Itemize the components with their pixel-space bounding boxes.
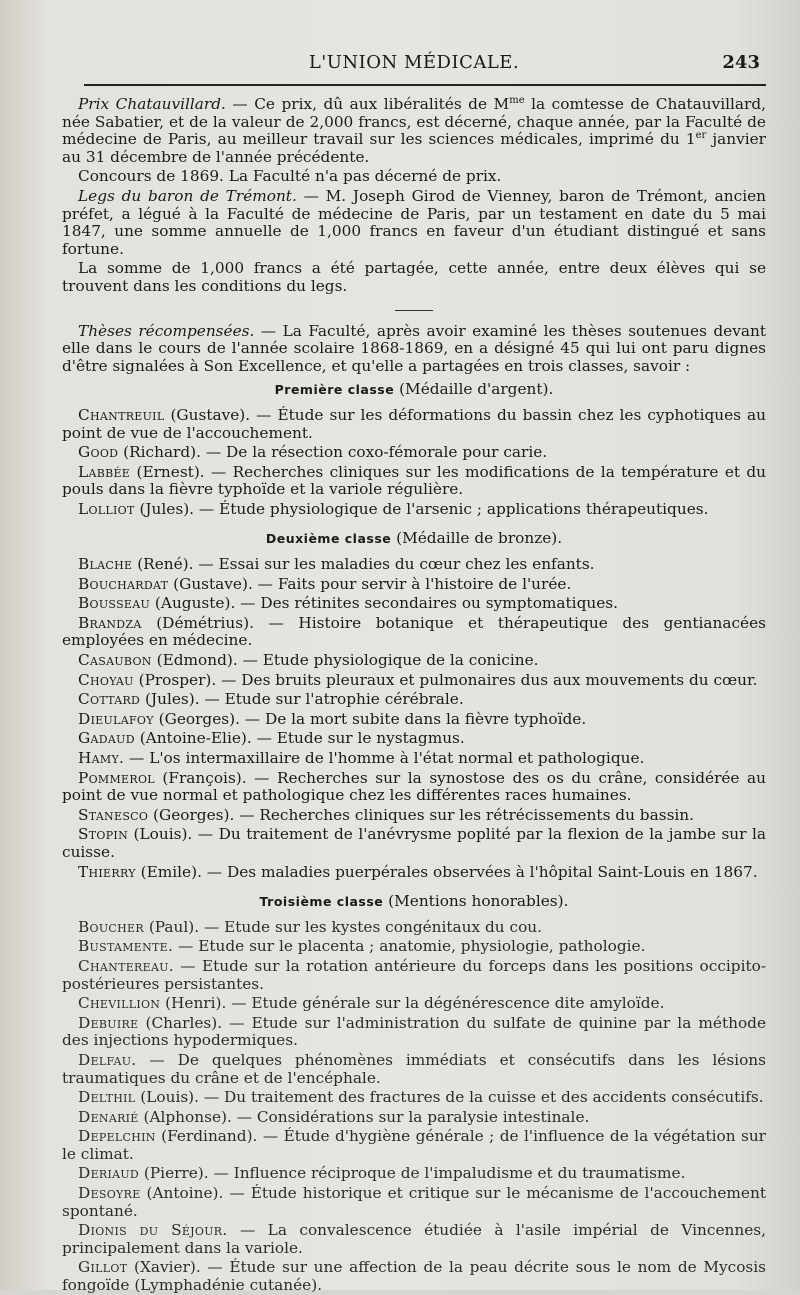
author-surname: Bouchardat (78, 574, 169, 593)
list-item (62, 501, 766, 519)
class-heading (62, 893, 766, 911)
entry-text: (Henri). — Etude générale sur la dégénérescence dite amyloïde. (160, 994, 665, 1013)
list-item (62, 615, 766, 650)
entry-text: (Emile). — Des maladies puerpérales observées à l'hôpital Saint-Louis en 1867. (135, 862, 758, 881)
class-heading (62, 530, 766, 548)
list-item (62, 958, 766, 993)
paragraph-text: — M. Joseph Girod de Vienney, baron de Trémont, ancien préfet, a légué à la Faculté de médecine de Paris, par un testament en date du 5 mai 1847, une somme annuelle de 1,000 francs en faveur d'un étudiant distingué et sans fortune. (62, 186, 766, 258)
list-item (62, 711, 766, 729)
list-item (62, 864, 766, 882)
author-surname: Bustamente. (78, 937, 174, 956)
class-award: (Médaille d'argent). (394, 380, 554, 399)
entry-text: (Xavier). — Étude sur une affection de la peau décrite sous le nom de Mycosis fongoïde (Lymphadénie cutanée). (62, 1258, 766, 1295)
paragraph-theses (62, 323, 766, 376)
author-surname: Stanesco (78, 805, 149, 824)
list-item (62, 652, 766, 670)
author-surname: Denarié (78, 1107, 139, 1126)
entry-text: — Etude sur le placenta ; anatomie, physiologie, pathologie. (173, 937, 646, 956)
class-heading (62, 381, 766, 399)
paragraph-text: la comtesse de Chatauvillard, née Sabatier, et de la valeur de 2,000 francs, est décerné, chaque année, par la Faculté de médecine de Paris, au meilleur travail sur les sciences médicales, imprimé du 1 (62, 95, 767, 149)
paragraph-text: — Ce prix, dû aux libéralités de M (225, 95, 510, 113)
paragraph-text: — La Faculté, après avoir examiné les thèses soutenues devant elle dans le cours de l'année scolaire 1868-1869, en a désigné 45 qui lui ont paru dignes d'être signalées à Son Excellence, et qu'elle a partagées en trois classes, savoir : (62, 321, 766, 375)
entry-text: (Démétrius). — Histoire botanique et thérapeutique des gentianacées employées en médecine. (62, 613, 766, 650)
class-name: Troisième classe (259, 894, 384, 910)
author-surname: Hamy. (78, 749, 125, 767)
running-title: L'UNION MÉDICALE. (308, 52, 520, 73)
author-surname: Pommerol (78, 768, 155, 787)
page-body (62, 96, 766, 1295)
paragraph-legs-tremont (62, 188, 766, 258)
list-item (62, 826, 766, 861)
class-name: Deuxième classe (265, 531, 392, 547)
page-number: 243 (722, 52, 760, 73)
header-rule (84, 84, 766, 86)
author-surname: Good (78, 443, 119, 462)
author-surname: Casaubon (78, 651, 152, 670)
entry-text: (Georges). — De la mort subite dans la fièvre typhoïde. (153, 709, 587, 728)
author-surname: Stopin (78, 825, 129, 844)
class-award: (Mentions honorables). (383, 892, 569, 911)
author-surname: Chantreuil (78, 405, 165, 424)
list-item (62, 464, 766, 499)
entry-text: (Paul). — Etude sur les kystes congénitaux du cou. (143, 917, 543, 936)
author-surname: Gillot (78, 1258, 128, 1277)
list-item (62, 556, 766, 574)
author-surname: Chantereau. (78, 956, 174, 975)
class-entries (62, 407, 766, 519)
author-surname: Choyau (78, 670, 134, 689)
entry-text: (Gustave). — Faits pour servir à l'histoire de l'urée. (168, 574, 572, 593)
author-surname: Thierry (78, 862, 136, 881)
entry-text: (Pierre). — Influence réciproque de l'impaludisme et du traumatisme. (139, 1164, 686, 1183)
author-surname: Blache (78, 555, 133, 574)
list-item (62, 1185, 766, 1220)
author-surname: Dionis du Séjour. (78, 1221, 228, 1240)
author-surname: Labbée (78, 462, 131, 481)
author-surname: Depelchin (78, 1127, 156, 1146)
entry-text: (Gustave). — Étude sur les déformations du bassin chez les cyphotiques au point de vue de l'accouchement. (62, 405, 766, 442)
entry-text: (Jules). — Etude sur l'atrophie cérébrale. (140, 690, 464, 709)
entry-text: (Auguste). — Des rétinites secondaires ou symptomatiques. (150, 594, 618, 613)
paragraph-lead: Prix Chatauvillard. (78, 95, 226, 113)
entry-text: — De quelques phénomènes immédiats et consécutifs dans les lésions traumatiques du crâne et de l'encéphale. (62, 1050, 766, 1087)
list-item (62, 407, 766, 442)
entry-text: (Antoine-Elie). — Etude sur le nystagmus. (134, 729, 465, 748)
class-name: Première classe (274, 382, 395, 398)
author-surname: Dieulafoy (78, 709, 154, 728)
paragraph-lead: Legs du baron de Trémont. (78, 186, 297, 205)
class-entries (62, 919, 766, 1295)
paragraph-text: janvier au 31 décembre de l'année précédente. (62, 130, 766, 166)
entry-text: (François). — Recherches sur la synostose des os du crâne, considérée au point de vue normal et pathologique chez les différentes races humaines. (62, 768, 766, 805)
author-surname: Desoyre (78, 1184, 141, 1203)
class-award: (Médaille de bronze). (391, 529, 563, 548)
list-item (62, 1109, 766, 1127)
entry-text: (Ernest). — Recherches cliniques sur les modifications de la température et du pouls dans la fièvre typhoïde et la variole régulière. (62, 462, 766, 499)
author-surname: Chevillion (78, 994, 161, 1013)
author-surname: Deriaud (78, 1164, 140, 1183)
list-item (62, 1128, 766, 1163)
paragraph-lead: Thèses récompensées. (78, 321, 255, 340)
entry-text: (Ferdinand). — Étude d'hygiène générale ; de l'influence de la végétation sur le climat. (62, 1127, 766, 1163)
list-item (62, 1165, 766, 1183)
entry-text: (Louis). — Du traitement des fractures de la cuisse et des accidents consécutifs. (135, 1088, 764, 1107)
list-item (62, 770, 766, 805)
entry-text: (Louis). — Du traitement de l'anévrysme poplité par la flexion de la jambe sur la cuisse. (62, 825, 766, 861)
list-item (62, 995, 766, 1013)
list-item (62, 750, 766, 768)
superscript: me (509, 94, 525, 106)
entry-text: (Georges). — Recherches cliniques sur les rétrécissements du bassin. (148, 805, 695, 824)
author-surname: Boucher (78, 917, 144, 936)
paragraph-text: Concours de 1869. La Faculté n'a pas décerné de prix. (78, 167, 502, 186)
list-item (62, 691, 766, 709)
class-entries (62, 556, 766, 881)
paragraph-text: La somme de 1,000 francs a été partagée, cette année, entre deux élèves qui se trouvent dans les conditions du legs. (62, 259, 766, 295)
author-surname: Gadaud (78, 729, 135, 748)
entry-text: (Edmond). — Etude physiologique de la conicine. (151, 651, 539, 670)
list-item (62, 730, 766, 748)
list-item (62, 919, 766, 937)
list-item (62, 1089, 766, 1107)
entry-text: (Prosper). — Des bruits pleuraux et pulmonaires dus aux mouvements du cœur. (133, 670, 758, 689)
author-surname: Brandza (78, 613, 142, 632)
entry-text: (Charles). — Etude sur l'administration du sulfate de quinine par la méthode des injections hypodermiques. (62, 1013, 766, 1050)
list-item (62, 1259, 766, 1294)
list-item (62, 1052, 766, 1087)
section-separator (395, 310, 433, 311)
paragraph-concours (62, 168, 766, 186)
author-surname: Delthil (78, 1088, 136, 1107)
entry-text: (Alphonse). — Considérations sur la paralysie intestinale. (138, 1107, 590, 1126)
entry-text: — Etude sur la rotation antérieure du forceps dans les positions occipito-postérieures persistantes. (62, 956, 766, 993)
list-item (62, 1015, 766, 1050)
author-surname: Delfau. (78, 1050, 137, 1069)
author-surname: Debuire (78, 1013, 139, 1032)
entry-text: (Antoine). — Étude historique et critique sur le mécanisme de l'accouchement spontané. (62, 1184, 766, 1220)
superscript: er (695, 130, 707, 142)
paragraph-prix-chatauvillard (62, 96, 766, 166)
list-item (62, 672, 766, 690)
list-item (62, 595, 766, 613)
list-item (62, 576, 766, 594)
list-item (62, 1222, 766, 1257)
list-item (62, 444, 766, 462)
list-item (62, 807, 766, 825)
author-surname: Cottard (78, 690, 141, 709)
paragraph-somme (62, 260, 766, 295)
entry-text: — L'os intermaxillaire de l'homme à l'état normal et pathologique. (124, 749, 645, 767)
list-item (62, 938, 766, 956)
entry-text: — La convalescence étudiée à l'asile impérial de Vincennes, principalement dans la variole. (62, 1221, 766, 1257)
page-header (62, 0, 766, 86)
author-surname: Bousseau (78, 594, 151, 613)
entry-text: (Jules). — Étude physiologique de l'arsenic ; applications thérapeutiques. (134, 499, 709, 518)
entry-text: (Richard). — De la résection coxo-fémorale pour carie. (118, 443, 548, 462)
entry-text: (René). — Essai sur les maladies du cœur chez les enfants. (132, 555, 595, 574)
author-surname: Lolliot (78, 499, 135, 518)
